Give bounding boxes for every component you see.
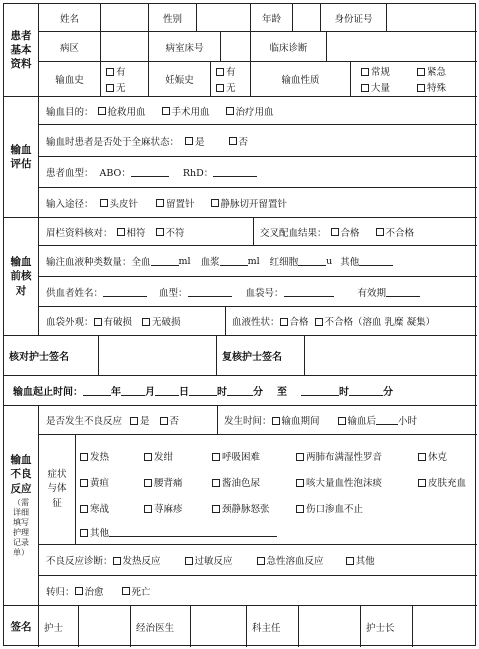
checkbox-icon[interactable] (113, 557, 121, 565)
start-day-field[interactable] (155, 386, 179, 396)
reaction-time (218, 406, 477, 435)
anesthesia-no[interactable]: 否 (229, 134, 249, 148)
abo-label: ABO： (99, 168, 131, 179)
bag-number-label: 血袋号： (245, 287, 284, 299)
route-label: 输入途径： (46, 198, 94, 210)
attending-doctor-label: 经治医生 (131, 606, 191, 647)
name-label: 姓名 (39, 4, 101, 32)
reaction-during[interactable]: 输血期间 (272, 413, 320, 427)
bed-check-match[interactable]: 相符 (117, 225, 146, 239)
purpose-row (39, 97, 477, 125)
checkbox-icon[interactable] (296, 505, 304, 513)
hour-unit: 时 (217, 387, 227, 398)
director-label: 科主任 (247, 606, 299, 647)
basic-side-line-1: 患者 (10, 29, 32, 42)
side-note-line-1: （需 (13, 497, 29, 507)
to-label: 至 (277, 387, 287, 398)
symptom-cyanosis[interactable]: 发绀 (144, 449, 212, 463)
reaction-no[interactable]: 否 (160, 413, 180, 427)
assess-side-line-1: 输血 (10, 143, 32, 156)
side-note-line-3: 填写 (13, 517, 29, 527)
symptom-other-field[interactable] (109, 527, 277, 537)
diag-febrile[interactable]: 发热反应 (113, 553, 161, 567)
rechecker-signature-label: 复核护士签名 (217, 336, 305, 376)
blood-properties-label: 血液性状： (232, 317, 280, 328)
precheck-side-line-2: 前核 (10, 270, 32, 283)
anesthesia-row (39, 125, 477, 157)
rhd-label: RhD： (182, 168, 214, 179)
checkbox-icon[interactable] (376, 228, 384, 236)
pregnancy-history-options (211, 62, 251, 97)
checkbox-icon[interactable] (361, 68, 369, 76)
blood-product-quantity-row (39, 246, 477, 277)
checkbox-icon[interactable] (185, 137, 193, 145)
nature-urgent[interactable]: 紧急 (417, 67, 446, 78)
donor-blood-type-label: 血型： (159, 287, 188, 299)
symptoms-label-line-2: 与体 (47, 483, 67, 495)
signature-section-label: 签名 (4, 606, 39, 647)
checkbox-icon[interactable] (106, 84, 114, 92)
abo-field[interactable] (131, 167, 169, 177)
checkbox-icon[interactable] (212, 453, 220, 461)
checkbox-icon[interactable] (160, 417, 168, 425)
symptom-shock[interactable]: 休克 (418, 449, 447, 463)
start-hour-field[interactable] (189, 386, 217, 396)
checkbox-icon[interactable] (229, 137, 237, 145)
checkbox-icon[interactable] (296, 479, 304, 487)
head-nurse-label: 护士长 (361, 606, 413, 647)
gender-field[interactable] (197, 4, 251, 32)
checkbox-icon[interactable] (418, 479, 426, 487)
adverse-reaction-section-label (4, 406, 39, 606)
checkbox-icon[interactable] (80, 505, 88, 513)
end-hour-unit: 时 (339, 387, 349, 398)
reaction-after-hours-field[interactable] (376, 415, 398, 425)
director-signature-field[interactable] (299, 606, 361, 647)
end-hour-field[interactable] (301, 386, 339, 396)
outcome-death[interactable]: 死亡 (122, 584, 151, 598)
id-number-label: 身份证号 (321, 4, 387, 32)
checkbox-icon[interactable] (117, 228, 125, 236)
checkbox-icon[interactable] (212, 505, 220, 513)
purpose-surgery[interactable]: 手术用血 (162, 104, 210, 118)
transfusion-time-label: 输血起止时间： (13, 387, 83, 398)
name-field[interactable] (101, 4, 149, 32)
reaction-side-line-3: 反应 (10, 482, 32, 495)
symptom-row (80, 501, 363, 515)
rbc-label: 红细胞 (269, 257, 299, 268)
reaction-occurred-label: 是否发生不良反应 (46, 416, 123, 427)
side-note-line-4: 护理 (13, 527, 29, 537)
checkbox-icon[interactable] (315, 318, 323, 326)
start-minute-field[interactable] (227, 386, 253, 396)
donor-info-row (39, 277, 477, 307)
symptoms-label (39, 435, 76, 545)
symptom-jaundice[interactable]: 黄疸 (80, 475, 144, 489)
symptom-chills[interactable]: 寒战 (80, 501, 144, 515)
year-unit: 年 (111, 387, 121, 398)
symptom-skin-flush[interactable]: 皮肤充血 (418, 475, 466, 489)
checkbox-icon[interactable] (272, 417, 280, 425)
crossmatch-result (254, 218, 477, 246)
expiry-label: 有效期 (357, 287, 387, 299)
nurse-label: 护士 (39, 606, 79, 647)
start-year-field[interactable] (83, 386, 111, 396)
head-nurse-signature-field[interactable] (413, 606, 477, 647)
pregnancy-history-label: 妊娠史 (149, 62, 211, 97)
symptom-wet-rales[interactable]: 两肺布满湿性罗音 (296, 449, 418, 463)
assessment-section-label (4, 97, 39, 218)
route-scalp-needle[interactable]: 头皮针 (100, 196, 139, 210)
symptom-urticaria[interactable]: 荨麻疹 (144, 501, 212, 515)
outcome-row (39, 576, 477, 606)
diagnosis-field[interactable] (327, 32, 477, 62)
basic-side-line-3: 资料 (10, 58, 32, 71)
checkbox-icon[interactable] (418, 453, 426, 461)
symptom-row (80, 475, 466, 489)
checkbox-icon[interactable] (80, 453, 88, 461)
checker-signature-field[interactable] (99, 336, 217, 376)
tx-history-no[interactable]: 无 (106, 80, 126, 94)
age-field[interactable] (293, 4, 321, 32)
checkbox-icon[interactable] (212, 479, 220, 487)
side-note-line-2: 详细 (13, 507, 29, 517)
checkbox-icon[interactable] (94, 318, 102, 326)
preg-history-yes[interactable]: 有 (216, 64, 236, 78)
end-minute-field[interactable] (349, 386, 383, 396)
symptom-bloody-sputum[interactable]: 咳大量血性泡沫痰 (296, 475, 418, 489)
symptom-row (80, 449, 447, 463)
checkbox-icon[interactable] (338, 417, 346, 425)
basic-info-section-label (4, 4, 39, 97)
checkbox-icon[interactable] (280, 318, 288, 326)
checkbox-icon[interactable] (156, 199, 164, 207)
bag-appearance (39, 307, 226, 336)
transfusion-nature-label: 输血性质 (251, 62, 351, 97)
outcome-label: 转归： (46, 586, 75, 598)
checkbox-icon[interactable] (144, 505, 152, 513)
reaction-diagnosis-row (39, 545, 477, 576)
checkbox-icon[interactable] (100, 199, 108, 207)
other-product-field[interactable] (359, 256, 393, 266)
crossmatch-pass[interactable]: 合格 (331, 225, 360, 239)
route-row (39, 188, 477, 218)
patient-blood-type-label: 患者血型： (46, 168, 94, 179)
diag-hemolytic[interactable]: 急性溶血反应 (257, 553, 324, 567)
gender-label: 性别 (149, 4, 197, 32)
symptom-other[interactable]: 其他 (80, 525, 109, 539)
blood-product-quantity-label: 输注血液种类数量：全血 (46, 257, 151, 268)
bed-card-check-label: 眉栏资料核对： (46, 227, 113, 239)
nature-routine[interactable]: 常规 (361, 64, 417, 78)
start-month-field[interactable] (121, 386, 145, 396)
transfusion-history-options (101, 62, 149, 97)
reaction-occurred (39, 406, 218, 435)
symptom-dyspnea[interactable]: 呼吸困难 (212, 449, 296, 463)
checkbox-icon[interactable] (156, 228, 164, 236)
checker-signature-label: 核对护士签名 (4, 336, 99, 376)
rbc-field[interactable] (298, 256, 326, 266)
symptom-row (80, 525, 277, 539)
reaction-time-label: 发生时间： (224, 416, 272, 427)
plasma-label: 血浆 (200, 257, 220, 268)
checkbox-icon[interactable] (417, 68, 425, 76)
route-indwelling-needle[interactable]: 留置针 (156, 196, 195, 210)
transfusion-record-form (3, 3, 476, 646)
bed-check-mismatch[interactable]: 不符 (156, 225, 185, 239)
checkbox-icon[interactable] (185, 557, 193, 565)
bag-number-field[interactable] (284, 287, 334, 297)
route-venous-cutdown[interactable]: 静脉切开留置针 (211, 196, 288, 210)
reaction-side-line-2: 不良 (10, 468, 32, 481)
checkbox-icon[interactable] (144, 479, 152, 487)
precheck-side-line-3: 对 (15, 284, 27, 297)
blood-prop-pass[interactable]: 合格 (280, 314, 309, 328)
purpose-label: 输血目的： (46, 106, 94, 118)
symptoms-grid (76, 435, 477, 545)
blood-prop-fail[interactable]: 不合格（溶血 乳糜 凝集） (315, 314, 436, 328)
checkbox-icon[interactable] (80, 479, 88, 487)
rhd-field[interactable] (213, 167, 257, 177)
hours-unit: 小时 (398, 416, 418, 427)
minute-unit: 分 (253, 387, 263, 398)
symptoms-label-line-3: 征 (52, 497, 62, 509)
assess-side-line-2: 评估 (10, 158, 32, 170)
checkbox-icon[interactable] (130, 417, 138, 425)
tx-history-yes[interactable]: 有 (106, 64, 126, 78)
crossmatch-fail[interactable]: 不合格 (376, 225, 415, 239)
symptom-fever[interactable]: 发热 (80, 449, 144, 463)
plasma-field[interactable] (220, 256, 248, 266)
side-note-line-6: 单） (13, 547, 29, 557)
checkbox-icon[interactable] (144, 453, 152, 461)
age-label: 年龄 (251, 4, 293, 32)
transfusion-nature-options (351, 62, 477, 97)
crossmatch-label: 交叉配血结果： (260, 227, 327, 239)
symptoms-label-line-1: 症状 (47, 469, 67, 481)
purpose-treatment[interactable]: 治疗用血 (226, 104, 274, 118)
checkbox-icon[interactable] (417, 84, 425, 92)
checkbox-icon[interactable] (257, 557, 265, 565)
nature-massive[interactable]: 大量 (361, 80, 417, 94)
end-minute-unit: 分 (383, 387, 393, 398)
bed-card-check (39, 218, 254, 246)
preg-history-no[interactable]: 无 (216, 80, 236, 94)
donor-name-field[interactable] (103, 287, 147, 297)
plasma-unit: ml (247, 255, 260, 267)
day-unit: 日 (179, 387, 189, 398)
reaction-diagnosis-label: 不良反应诊断： (46, 556, 113, 567)
reaction-after[interactable]: 输血后 (338, 413, 377, 427)
reaction-side-note (13, 498, 29, 558)
side-note-line-5: 记录 (13, 537, 29, 547)
checkbox-icon[interactable] (162, 107, 170, 115)
whole-blood-unit: ml (178, 255, 191, 267)
rbc-unit: u (326, 255, 333, 267)
other-product-label: 其他 (340, 257, 360, 268)
diag-allergic[interactable]: 过敏反应 (185, 553, 233, 567)
id-number-field[interactable] (387, 4, 477, 32)
transfusion-time-row (4, 376, 477, 406)
symptom-soy-urine[interactable]: 酱油色尿 (212, 475, 296, 489)
checkbox-icon[interactable] (216, 68, 224, 76)
checkbox-icon[interactable] (106, 68, 114, 76)
pre-transfusion-check-section-label (4, 218, 39, 336)
purpose-rescue[interactable]: 抢救用血 (98, 104, 146, 118)
checkbox-icon[interactable] (75, 587, 83, 595)
checkbox-icon[interactable] (98, 107, 106, 115)
bed-label: 病室床号 (149, 32, 221, 62)
expiry-field[interactable] (386, 287, 420, 297)
checkbox-icon[interactable] (346, 557, 354, 565)
ward-field[interactable] (101, 32, 149, 62)
checkbox-icon[interactable] (211, 199, 219, 207)
symptom-back-pain[interactable]: 腰背痛 (144, 475, 212, 489)
precheck-side-line-1: 输血 (10, 256, 32, 269)
donor-blood-type-field[interactable] (188, 287, 232, 297)
whole-blood-field[interactable] (151, 256, 179, 266)
attending-doctor-signature-field[interactable] (191, 606, 247, 647)
basic-side-line-2: 基本 (10, 43, 32, 56)
diag-other[interactable]: 其他 (346, 553, 375, 567)
reaction-side-line-1: 输血 (10, 454, 32, 467)
bag-appearance-label: 血袋外观： (46, 317, 94, 328)
month-unit: 月 (145, 387, 155, 398)
checkbox-icon[interactable] (361, 84, 369, 92)
anesthesia-yes[interactable]: 是 (185, 134, 205, 148)
outcome-cured[interactable]: 治愈 (75, 584, 104, 598)
symptom-jugular-distension[interactable]: 颈静脉怒张 (212, 501, 296, 515)
checkbox-icon[interactable] (331, 228, 339, 236)
checkbox-icon[interactable] (142, 318, 150, 326)
bed-field[interactable] (221, 32, 251, 62)
blood-properties (226, 307, 477, 336)
bag-damaged[interactable]: 有破损 (94, 314, 133, 328)
anesthesia-label: 输血时患者是否处于全麻状态： (46, 136, 180, 148)
checkbox-icon[interactable] (122, 587, 130, 595)
rechecker-signature-field[interactable] (305, 336, 477, 376)
transfusion-history-label: 输血史 (39, 62, 101, 97)
checkbox-icon[interactable] (226, 107, 234, 115)
diagnosis-label: 临床诊断 (251, 32, 327, 62)
nature-special[interactable]: 特殊 (417, 83, 446, 94)
reaction-yes[interactable]: 是 (130, 413, 150, 427)
nurse-signature-field[interactable] (79, 606, 131, 647)
symptom-wound-bleeding[interactable]: 伤口渗血不止 (296, 501, 363, 515)
blood-type-row (39, 157, 477, 188)
checkbox-icon[interactable] (296, 453, 304, 461)
bag-intact[interactable]: 无破损 (142, 314, 181, 328)
donor-name-label: 供血者姓名： (46, 287, 104, 299)
ward-label: 病区 (39, 32, 101, 62)
checkbox-icon[interactable] (216, 84, 224, 92)
checkbox-icon[interactable] (80, 529, 88, 537)
